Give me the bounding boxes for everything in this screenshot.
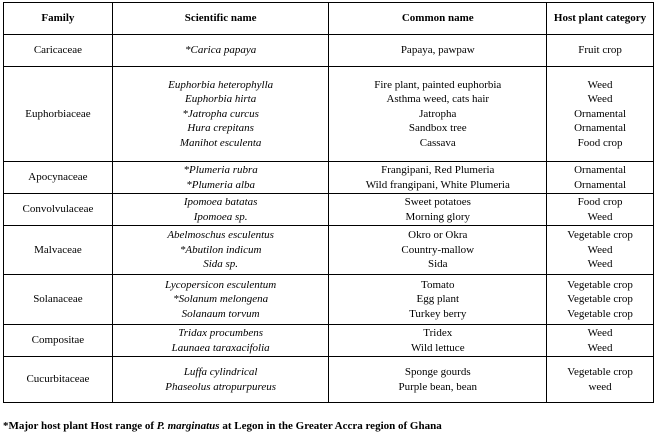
- scientific-name-cell: [112, 275, 329, 325]
- table-body: [4, 35, 654, 403]
- category-line: weed: [588, 380, 612, 393]
- family-cell: Apocynaceae: [4, 162, 113, 194]
- common-name-cell: [329, 275, 547, 325]
- category-cell: [547, 275, 654, 325]
- category-line: Weed: [587, 93, 613, 106]
- category-cell: [547, 194, 654, 226]
- table-row: [4, 162, 654, 194]
- category-line: Vegetable crop: [567, 229, 633, 242]
- common-name-line: Wild frangipani, White Plumeria: [365, 178, 510, 191]
- table-row: [4, 226, 654, 275]
- common-name-cell: [329, 67, 547, 162]
- common-name-cell: [329, 357, 547, 403]
- category-line: Vegetable crop: [567, 293, 633, 306]
- header-scientific-name: Scientific name: [112, 3, 329, 35]
- category-line: Vegetable crop: [567, 278, 633, 291]
- category-cell: [547, 67, 654, 162]
- family-cell: Solanaceae: [4, 275, 113, 325]
- scientific-name-line: Ipomoea batatas: [183, 195, 258, 208]
- scientific-name-cell: [112, 194, 329, 226]
- scientific-name-line: Ipomoea sp.: [193, 210, 248, 223]
- category-line: Ornamental: [574, 122, 627, 135]
- common-name-line: Purple bean, bean: [398, 380, 478, 393]
- category-line: Vegetable crop: [567, 307, 633, 320]
- common-name-line: Tomato: [421, 278, 455, 291]
- scientific-name-line: *Plumeria rubra: [183, 163, 258, 176]
- common-name-line: Turkey berry: [409, 307, 467, 320]
- category-cell: [547, 35, 654, 67]
- family-cell: Malvaceae: [4, 226, 113, 275]
- category-line: Weed: [587, 210, 613, 223]
- category-cell: [547, 325, 654, 357]
- category-line: Food crop: [577, 136, 623, 149]
- scientific-name-line: Solanaum torvum: [181, 307, 260, 320]
- scientific-name-line: Hura crepitans: [187, 122, 254, 135]
- scientific-name-line: Euphorbia heterophylla: [168, 78, 274, 91]
- scientific-name-line: Manihot esculenta: [179, 136, 262, 149]
- category-line: Ornamental: [574, 107, 627, 120]
- category-line: Weed: [587, 341, 613, 354]
- category-line: Weed: [587, 243, 613, 256]
- category-line: Weed: [587, 258, 613, 271]
- scientific-name-cell: [112, 35, 329, 67]
- scientific-name-line: *Solanum melongena: [173, 293, 269, 306]
- category-line: Food crop: [577, 195, 623, 208]
- scientific-name-cell: [112, 357, 329, 403]
- category-line: Weed: [587, 78, 613, 91]
- header-row: [4, 3, 654, 35]
- common-name-line: Papaya, pawpaw: [400, 44, 475, 57]
- scientific-name-cell: [112, 226, 329, 275]
- family-cell: Cucurbitaceae: [4, 357, 113, 403]
- scientific-name-line: Abelmoschus esculentus: [167, 229, 274, 242]
- common-name-line: Morning glory: [405, 210, 471, 223]
- host-range-table: [3, 2, 654, 403]
- common-name-line: Fire plant, painted euphorbia: [374, 78, 502, 91]
- scientific-name-cell: [112, 325, 329, 357]
- common-name-cell: [329, 194, 547, 226]
- scientific-name-cell: [112, 67, 329, 162]
- scientific-name-line: Lycopersicon esculentum: [165, 278, 277, 291]
- common-name-line: Egg plant: [416, 293, 459, 306]
- common-name-line: Jatropha: [419, 107, 457, 120]
- common-name-line: Okro or Okra: [408, 229, 468, 242]
- scientific-name-line: Euphorbia hirta: [185, 93, 257, 106]
- category-cell: [547, 226, 654, 275]
- family-cell: Euphorbiaceae: [4, 67, 113, 162]
- common-name-line: Tridex: [423, 326, 453, 339]
- family-cell: Compositae: [4, 325, 113, 357]
- category-line: Ornamental: [574, 178, 627, 191]
- table-row: [4, 357, 654, 403]
- common-name-cell: [329, 35, 547, 67]
- table-row: [4, 325, 654, 357]
- category-line: Weed: [587, 326, 613, 339]
- footnote: [3, 420, 442, 432]
- scientific-name-line: Tridax procumbens: [178, 326, 264, 339]
- common-name-line: Sponge gourds: [404, 365, 471, 378]
- category-cell: [547, 357, 654, 403]
- scientific-name-cell: [112, 162, 329, 194]
- table-row: [4, 67, 654, 162]
- footnote-suffix: at Legon in the Greater Accra region of Ghana: [219, 420, 442, 432]
- scientific-name-line: *Plumeria alba: [186, 178, 256, 191]
- common-name-line: Sandbox tree: [408, 122, 467, 135]
- scientific-name-line: *Abutilon indicum: [179, 243, 262, 256]
- scientific-name-line: *Jatropha curcus: [182, 107, 259, 120]
- table-row: [4, 275, 654, 325]
- scientific-name-line: Sida sp.: [203, 258, 239, 271]
- scientific-name-line: Luffa cylindrical: [183, 365, 258, 378]
- common-name-cell: [329, 325, 547, 357]
- family-cell: Convolvulaceae: [4, 194, 113, 226]
- category-line: Ornamental: [574, 163, 627, 176]
- header-common-name: Common name: [329, 3, 547, 35]
- category-line: Fruit crop: [578, 44, 622, 57]
- common-name-line: Sweet potatoes: [404, 195, 471, 208]
- category-line: Vegetable crop: [567, 365, 633, 378]
- footnote-prefix: *Major host plant Host range of: [3, 420, 157, 432]
- common-name-line: Sida: [427, 258, 448, 271]
- header-host-plant-category: Host plant category: [547, 3, 654, 35]
- common-name-line: Country-mallow: [401, 243, 475, 256]
- common-name-cell: [329, 162, 547, 194]
- scientific-name-line: *Carica papaya: [185, 44, 257, 57]
- category-cell: [547, 162, 654, 194]
- common-name-line: Frangipani, Red Plumeria: [381, 163, 495, 176]
- common-name-line: Wild lettuce: [410, 341, 465, 354]
- footnote-species: P. marginatus: [156, 420, 220, 432]
- family-cell: Caricaceae: [4, 35, 113, 67]
- scientific-name-line: Launaea taraxacifolia: [171, 341, 270, 354]
- common-name-line: Cassava: [419, 136, 456, 149]
- common-name-cell: [329, 226, 547, 275]
- table-row: [4, 35, 654, 67]
- common-name-line: Asthma weed, cats hair: [386, 93, 490, 106]
- header-family: Family: [4, 3, 113, 35]
- table-row: [4, 194, 654, 226]
- scientific-name-line: Phaseolus atropurpureus: [165, 380, 276, 393]
